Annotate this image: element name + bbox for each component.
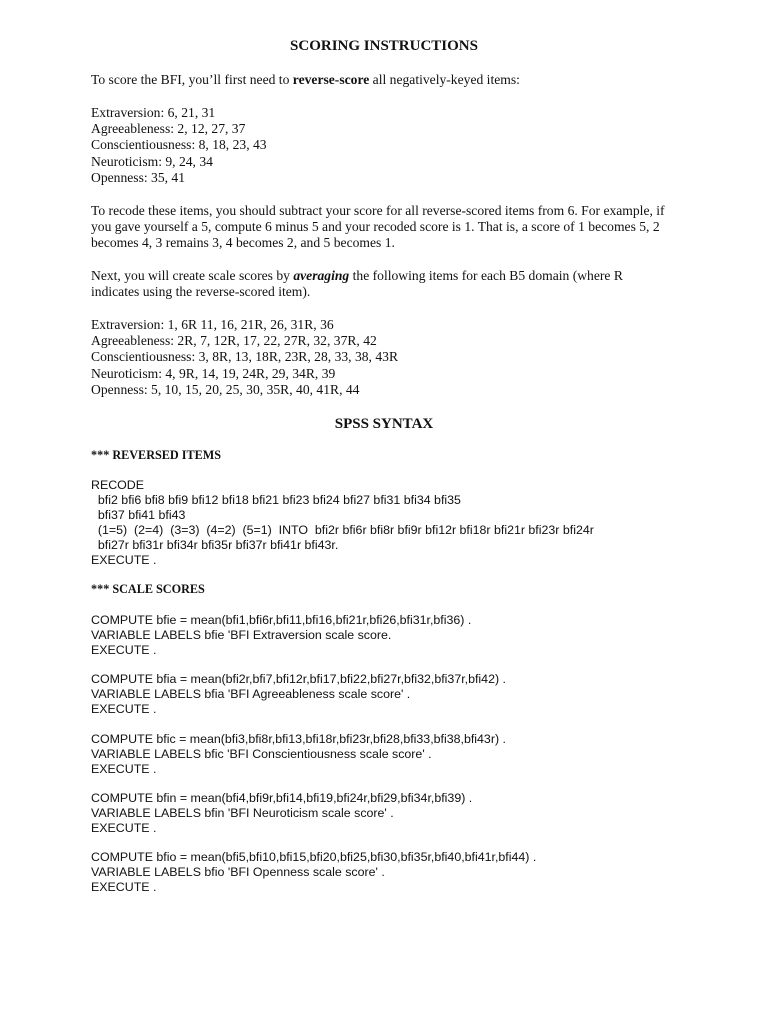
execute-line: EXECUTE . (91, 880, 157, 894)
syntax-line: bfi2 bfi6 bfi8 bfi9 bfi12 bfi18 bfi21 bfi23 bfi24 bfi27 bfi31 bfi34 bfi35 (91, 493, 461, 507)
spss-syntax-title: SPSS SYNTAX (334, 416, 434, 432)
scale-scores-heading: *** SCALE SCORES (91, 582, 205, 596)
scale-block-agreeableness (91, 672, 681, 717)
variable-labels-line: VARIABLE LABELS bfio 'BFI Openness scale score' . (91, 865, 385, 879)
compute-line: COMPUTE bfic = mean(bfi3,bfi8r,bfi13,bfi18r,bfi23r,bfi28,bfi33,bfi38,bfi43r) . (91, 732, 506, 746)
scale-item: Conscientiousness: 3, 8R, 13, 18R, 23R, 28, 33, 38, 43R (91, 349, 399, 365)
next-text-before: Next, you will create scale scores by (91, 268, 294, 283)
reverse-item: Neuroticism: 9, 24, 34 (91, 153, 213, 169)
compute-line: COMPUTE bfio = mean(bfi5,bfi10,bfi15,bfi20,bfi25,bfi30,bfi35r,bfi40,bfi41r,bfi44) . (91, 850, 537, 864)
execute-line: EXECUTE . (91, 762, 157, 776)
scale-block-neuroticism (91, 791, 681, 836)
scoring-instructions-title: SCORING INSTRUCTIONS (290, 38, 478, 54)
recode-paragraph (91, 203, 681, 252)
next-line-1 (91, 268, 681, 284)
variable-labels-line: VARIABLE LABELS bfie 'BFI Extraversion scale score. (91, 628, 392, 642)
scale-block-extraversion (91, 613, 681, 658)
compute-line: COMPUTE bfia = mean(bfi2r,bfi7,bfi12r,bfi17,bfi22,bfi27r,bfi32,bfi37r,bfi42) . (91, 672, 506, 686)
compute-line: COMPUTE bfie = mean(bfi1,bfi6r,bfi11,bfi16,bfi21r,bfi26,bfi31r,bfi36) . (91, 613, 472, 627)
execute-line: EXECUTE . (91, 702, 157, 716)
scale-item: Extraversion: 1, 6R 11, 16, 21R, 26, 31R, 36 (91, 317, 334, 332)
reverse-item: Conscientiousness: 8, 18, 23, 43 (91, 137, 267, 153)
recode-line: To recode these items, you should subtract your score for all reverse-scored items from 6. For example, if (91, 203, 665, 218)
syntax-line: RECODE (91, 478, 145, 492)
next-paragraph (91, 268, 681, 300)
recode-line: you gave yourself a 5, compute 6 minus 5 and your recoded score is 1. That is, a score of 1 becomes 5, 2 (91, 219, 660, 235)
syntax-line: bfi27r bfi31r bfi34r bfi35r bfi37r bfi41r bfi43r. (91, 538, 339, 552)
variable-labels-line: VARIABLE LABELS bfic 'BFI Conscientiousness scale score' . (91, 747, 432, 761)
scale-item: Agreeableness: 2R, 7, 12R, 17, 22, 27R, 32, 37R, 42 (91, 333, 377, 349)
reverse-item: Agreeableness: 2, 12, 27, 37 (91, 121, 246, 137)
scale-block-conscientiousness (91, 732, 681, 777)
averaging-emphasis: averaging (293, 268, 350, 283)
intro-text-before: To score the BFI, you’ll first need to (91, 72, 293, 87)
scale-items-list (91, 317, 681, 398)
intro-text-after: all negatively-keyed items: (369, 72, 520, 87)
execute-line: EXECUTE . (91, 821, 157, 835)
recode-syntax (91, 478, 681, 568)
next-text-after: the following items for each B5 domain (where R (349, 268, 623, 283)
compute-line: COMPUTE bfin = mean(bfi4,bfi9r,bfi14,bfi19,bfi24r,bfi29,bfi34r,bfi39) . (91, 791, 473, 805)
scale-item: Openness: 5, 10, 15, 20, 25, 30, 35R, 40, 41R, 44 (91, 381, 360, 397)
recode-line: becomes 4, 3 remains 3, 4 becomes 2, and 5 becomes 1. (91, 235, 395, 251)
execute-line: EXECUTE . (91, 643, 157, 657)
intro-paragraph (91, 72, 681, 88)
reverse-item: Extraversion: 6, 21, 31 (91, 105, 216, 120)
syntax-line: bfi37 bfi41 bfi43 (91, 508, 186, 522)
variable-labels-line: VARIABLE LABELS bfia 'BFI Agreeableness scale score' . (91, 687, 411, 701)
reverse-item: Openness: 35, 41 (91, 169, 186, 185)
syntax-line: (1=5) (2=4) (3=3) (4=2) (5=1) INTO bfi2r bfi6r bfi8r bfi9r bfi12r bfi18r bfi21r bfi23r bfi24r (91, 523, 594, 537)
syntax-line: EXECUTE . (91, 553, 157, 567)
next-line-2: indicates using the reverse-scored item). (91, 284, 311, 300)
variable-labels-line: VARIABLE LABELS bfin 'BFI Neuroticism scale score' . (91, 806, 394, 820)
scale-item: Neuroticism: 4, 9R, 14, 19, 24R, 29, 34R, 39 (91, 365, 336, 381)
reversed-items-heading: *** REVERSED ITEMS (91, 448, 222, 462)
scale-block-openness (91, 850, 681, 895)
intro-text-bold: reverse-score (292, 72, 370, 87)
reverse-items-list (91, 105, 681, 186)
